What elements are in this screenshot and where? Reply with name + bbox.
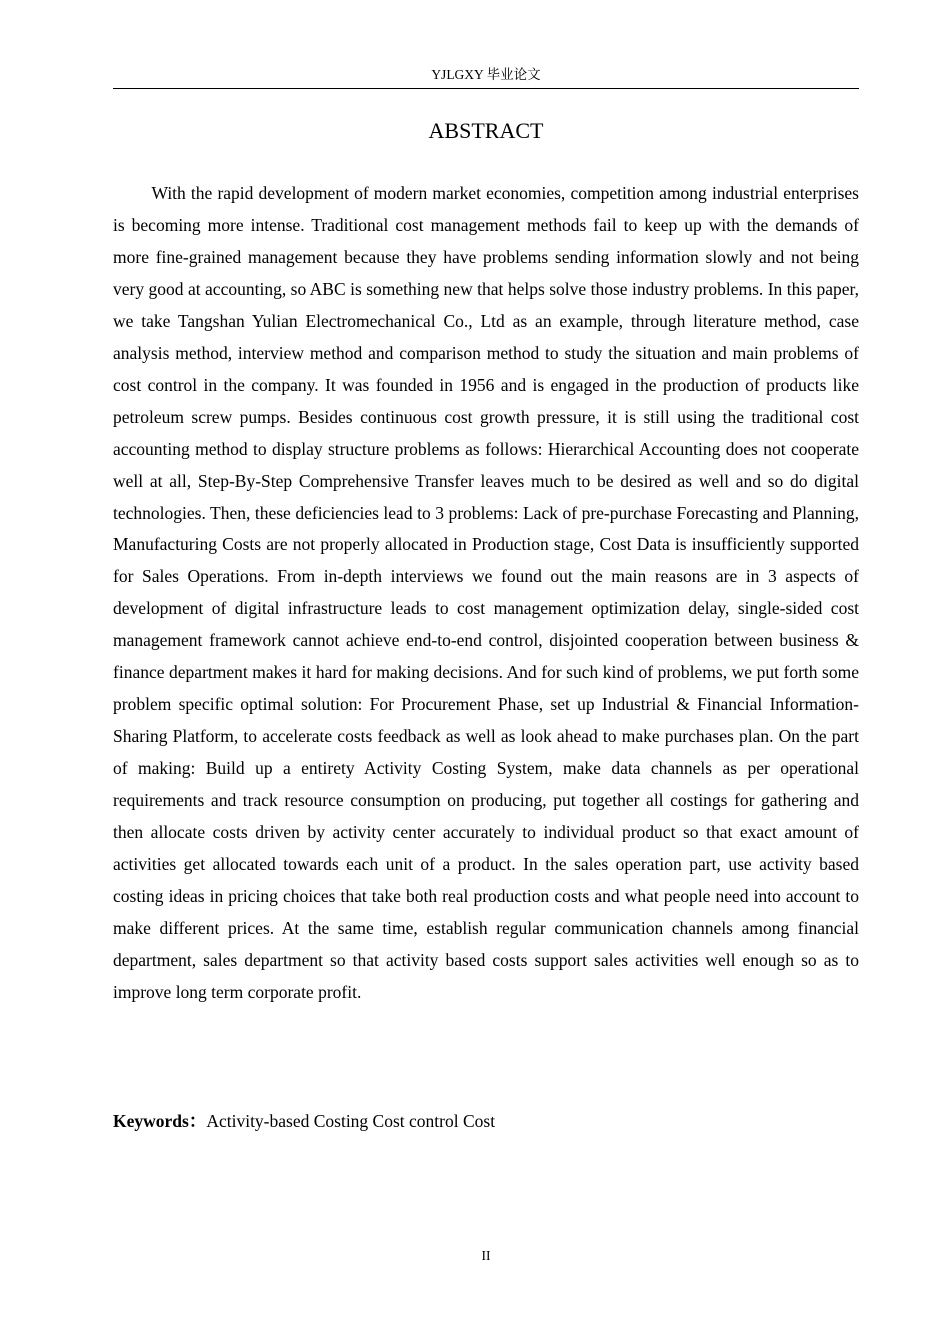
running-header-title: YJLGXY 毕业论文: [431, 67, 541, 82]
abstract-body: With the rapid development of modern market economies, competition among industrial enterprises is becoming more intense. Traditional cost management methods fail to keep up with the demands of more fine-grained management because they have problems sending information slowly and not being very good at accounting, so ABC is something new that helps solve those industry problems. In this paper, we take Tangshan Yulian Electromechanical Co., Ltd as an example, through literature method, case analysis method, interview method and comparison method to study the situation and main problems of cost control in the company. It was founded in 1956 and is engaged in the production of products like petroleum screw pumps. Besides continuous cost growth pressure, it is still using the traditional cost accounting method to display structure problems as follows: Hierarchical Accounting does not cooperate well at all, Step-By-Step Comprehensive Transfer leaves much to be desired as well and so do digital technologies. Then, these deficiencies lead to 3 problems: Lack of pre-purchase Forecasting and Planning, Manufacturing Costs are not properly allocated in Production stage, Cost Data is insufficiently supported for Sales Operations. From in-depth interviews we found out the main reasons are in 3 aspects of development of digital infrastructure leads to cost management optimization delay, single-sided cost management framework cannot achieve end-to-end control, disjointed cooperation between business & finance department makes it hard for making decisions. And for such kind of problems, we put forth some problem specific optimal solution: For Procurement Phase, set up Industrial & Financial Information-Sharing Platform, to accelerate costs feedback as well as look ahead to make purchases plan. On the part of making: Build up a entirety Activity Costing System, make data channels as per operational requirements and track resource consumption on producing, put together all costings for gathering and then allocate costs driven by activity center accurately to individual product so that exact amount of activities get allocated towards each unit of a product. In the sales operation part, use activity based costing ideas in pricing choices that take both real production costs and what people need into account to make different prices. At the same time, establish regular communication channels among financial department, sales department so that activity based costs support sales activities well enough so as to improve long term corporate profit.: [113, 183, 859, 1002]
keywords-label: Keywords：: [113, 1111, 207, 1131]
abstract-title: ABSTRACT: [428, 118, 544, 143]
keywords-line: [113, 1107, 859, 1135]
keywords-value: Activity-based Costing Cost control Cost: [206, 1111, 496, 1131]
running-header: [113, 66, 859, 89]
page-number: II: [481, 1248, 491, 1263]
